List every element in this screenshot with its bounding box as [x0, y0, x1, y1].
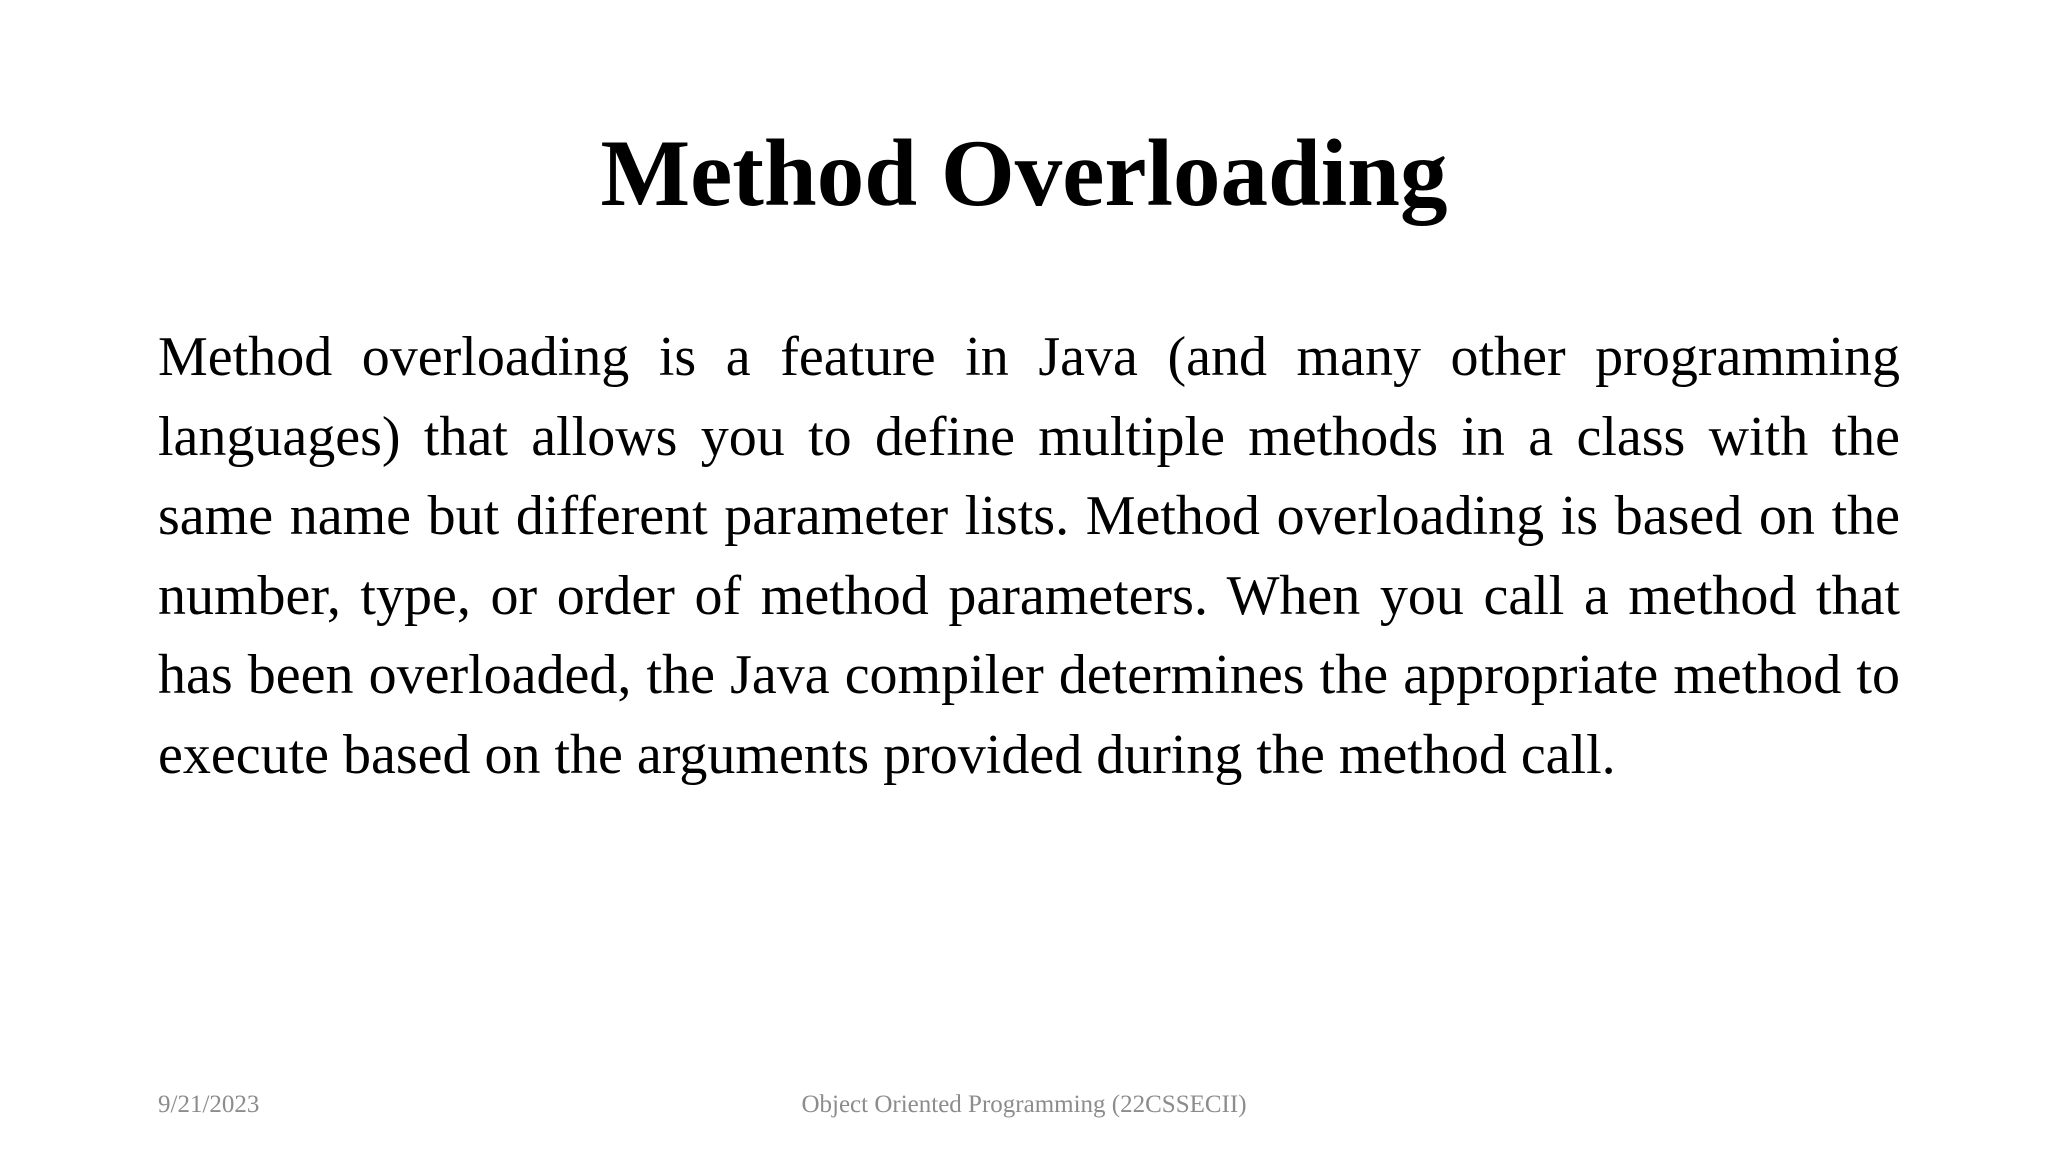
footer-date: 9/21/2023: [158, 1091, 260, 1118]
slide-body-text: Method overloading is a feature in Java (and many other programming languages) that allows you to define multiple methods in a class with the same name but different parameter lists. Method overloading is based on the number, type, or order of method parameters. When you call a method that has been overloaded, the Java compiler determines the appropriate method to execute based on the arguments provided during the method call.: [158, 326, 1900, 786]
slide-title: Method Overloading: [600, 120, 1448, 226]
footer-course: Object Oriented Programming (22CSSECII): [801, 1091, 1247, 1118]
